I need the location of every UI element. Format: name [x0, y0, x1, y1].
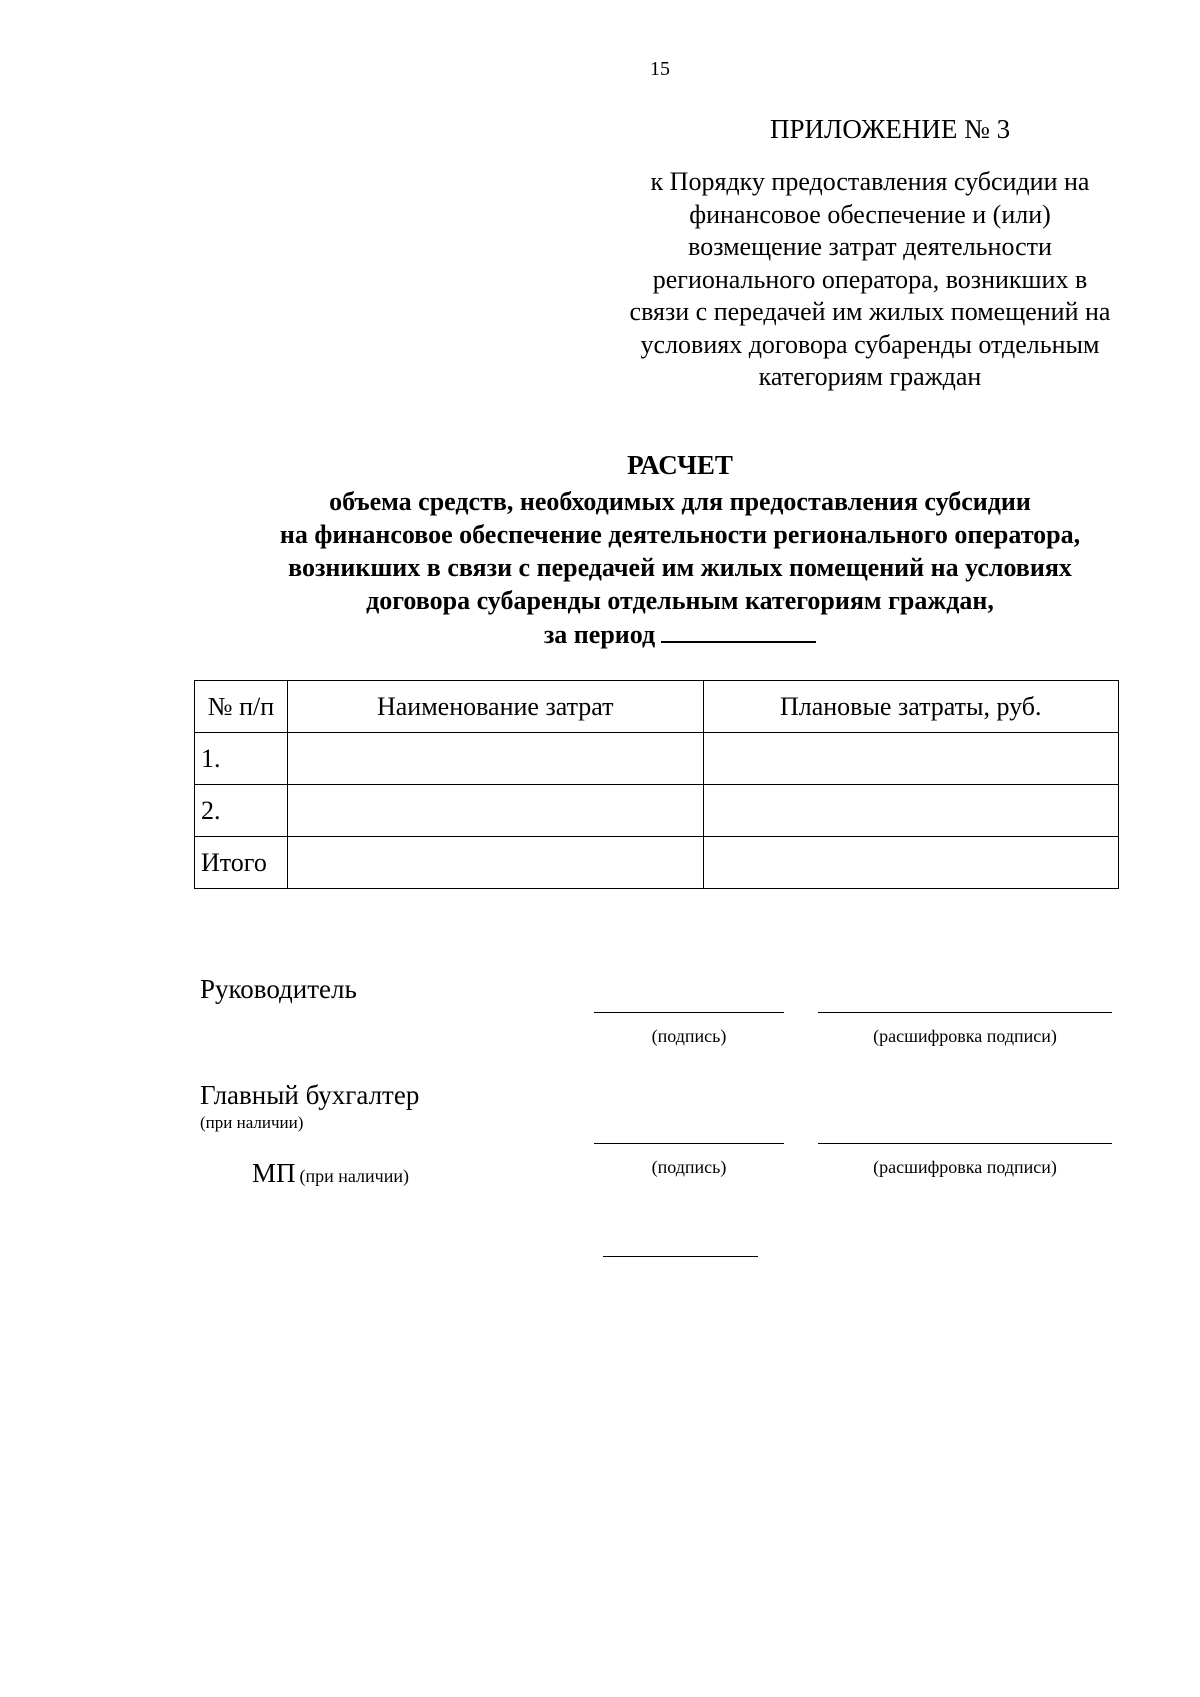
row-number-cell: 2. — [195, 785, 288, 837]
costs-table — [194, 680, 1119, 889]
head-decoding-line — [818, 1012, 1112, 1013]
page-number: 15 — [650, 58, 670, 80]
planned-cost-cell — [703, 837, 1118, 889]
appendix-desc-line: условиях договора субаренды отдельным — [640, 329, 1100, 359]
head-label: Руководитель — [200, 974, 357, 1004]
subtitle-line: объема средств, необходимых для предоставления субсидии — [329, 487, 1031, 516]
period-label: за период — [543, 620, 656, 649]
appendix-title: ПРИЛОЖЕНИЕ № 3 — [770, 114, 1011, 144]
subtitle-line: возникших в связи с передачей им жилых помещений на условиях — [288, 553, 1072, 582]
total-label-cell: Итого — [195, 837, 288, 889]
subtitle-line: договора субаренды отдельным категориям граждан, — [366, 586, 994, 615]
cost-name-cell — [287, 785, 703, 837]
head-signature-caption: (подпись) — [651, 1026, 727, 1046]
appendix-desc-line: к Порядку предоставления субсидии на — [650, 167, 1090, 196]
end-of-document-line — [603, 1256, 758, 1257]
head-decoding-caption: (расшифровка подписи) — [873, 1026, 1057, 1046]
cost-name-cell — [287, 837, 703, 889]
stamp-note: (при наличии) — [299, 1166, 409, 1186]
column-header-number: № п/п — [195, 681, 288, 733]
appendix-desc-line: связи с передачей им жилых помещений на — [629, 297, 1111, 326]
head-signature-line — [594, 1012, 784, 1013]
cost-name-cell — [287, 733, 703, 785]
appendix-desc-line: возмещение затрат деятельности — [688, 232, 1052, 261]
stamp-label: МП — [252, 1158, 296, 1188]
appendix-desc-line: финансовое обеспечение и (или) — [689, 199, 1051, 229]
planned-cost-cell — [703, 733, 1118, 785]
subtitle-line: на финансовое обеспечение деятельности регионального оператора, — [279, 520, 1081, 549]
chief-accountant-signature-caption: (подпись) — [651, 1157, 727, 1177]
appendix-description — [600, 166, 1140, 394]
table-header-row — [195, 681, 1119, 733]
document-title: РАСЧЕТ — [627, 450, 733, 480]
row-number-cell: 1. — [195, 733, 288, 785]
table-total-row — [195, 837, 1119, 889]
appendix-desc-line: регионального оператора, возникших в — [652, 264, 1088, 294]
column-header-cost-name: Наименование затрат — [287, 681, 703, 733]
chief-accountant-decoding-caption: (расшифровка подписи) — [873, 1157, 1057, 1177]
period-line — [120, 617, 1200, 651]
period-blank-field — [661, 617, 816, 643]
chief-accountant-label: Главный бухгалтер — [200, 1080, 420, 1110]
chief-accountant-note: (при наличии) — [200, 1113, 304, 1132]
table-row — [195, 785, 1119, 837]
planned-cost-cell — [703, 785, 1118, 837]
chief-accountant-signature-line — [594, 1143, 784, 1144]
table-row — [195, 733, 1119, 785]
column-header-planned-costs: Плановые затраты, руб. — [703, 681, 1118, 733]
chief-accountant-decoding-line — [818, 1143, 1112, 1144]
appendix-desc-line: категориям граждан — [758, 362, 982, 391]
stamp-block — [252, 1158, 409, 1189]
document-subtitle — [120, 485, 1200, 651]
